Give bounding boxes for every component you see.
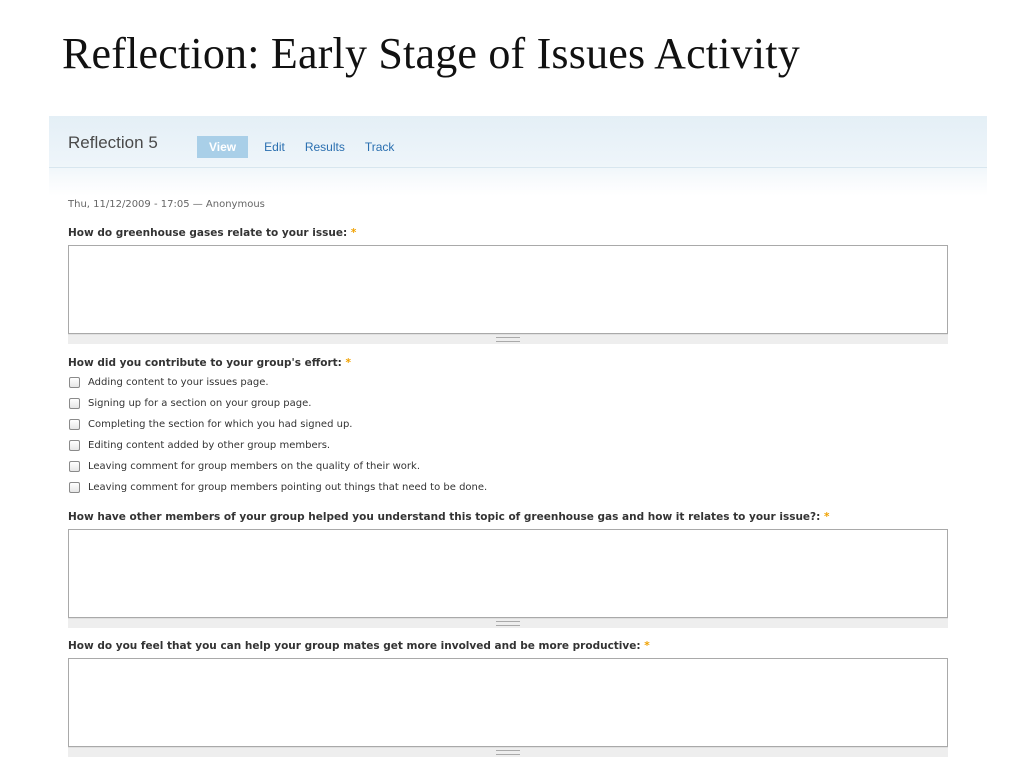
required-marker: * [345, 357, 351, 369]
grip-icon [496, 337, 520, 342]
checkbox[interactable] [69, 482, 80, 493]
question-1-textarea[interactable] [68, 245, 948, 334]
grip-icon [496, 750, 520, 755]
checkbox-option[interactable] [69, 482, 487, 493]
textarea-grip[interactable] [68, 334, 948, 344]
question-3-label [68, 511, 830, 523]
checkbox[interactable] [69, 398, 80, 409]
required-marker: * [644, 640, 650, 652]
tab-edit[interactable]: Edit [264, 140, 285, 154]
checkbox[interactable] [69, 377, 80, 388]
question-3-textarea[interactable] [68, 529, 948, 618]
question-4-textarea[interactable] [68, 658, 948, 747]
checkbox-option[interactable] [69, 440, 330, 451]
question-4-text: How do you feel that you can help your group mates get more involved and be more productive: [68, 640, 641, 652]
tab-track[interactable]: Track [364, 140, 395, 154]
question-4-field [68, 658, 948, 757]
node-title: Reflection 5 [68, 133, 158, 152]
submission-meta: Thu, 11/12/2009 - 17:05 — Anonymous [68, 199, 265, 210]
checkbox-option[interactable] [69, 398, 311, 409]
checkbox-label[interactable]: Leaving comment for group members pointing out things that need to be done. [88, 482, 488, 493]
tab-results[interactable]: Results [304, 140, 345, 154]
checkbox-option[interactable] [69, 419, 352, 430]
checkbox[interactable] [69, 419, 80, 430]
question-4-label [68, 640, 650, 652]
header-divider [49, 167, 987, 168]
tab-view[interactable]: View [197, 136, 248, 158]
checkbox[interactable] [69, 440, 80, 451]
question-3-text: How have other members of your group helped you understand this topic of greenhouse gas and how it relates to your issue?: [68, 511, 821, 523]
grip-icon [496, 621, 520, 626]
question-2-label [68, 357, 351, 369]
checkbox-label[interactable]: Editing content added by other group members. [88, 440, 331, 451]
question-1-field [68, 245, 948, 344]
checkbox-option[interactable] [69, 377, 269, 388]
checkbox-option[interactable] [69, 461, 420, 472]
required-marker: * [824, 511, 830, 523]
slide-title: Reflection: Early Stage of Issues Activity [62, 29, 800, 78]
tab-bar [197, 136, 404, 158]
checkbox-label[interactable]: Completing the section for which you had signed up. [88, 419, 353, 430]
checkbox-label[interactable]: Leaving comment for group members on the quality of their work. [88, 461, 420, 472]
question-1-label [68, 227, 356, 239]
checkbox[interactable] [69, 461, 80, 472]
textarea-grip[interactable] [68, 747, 948, 757]
question-2-text: How did you contribute to your group's effort: [68, 357, 342, 369]
required-marker: * [350, 227, 357, 239]
checkbox-label[interactable]: Signing up for a section on your group page. [88, 398, 312, 409]
question-1-text: How do greenhouse gases relate to your issue: [68, 227, 348, 239]
question-3-field [68, 529, 948, 628]
checkbox-label[interactable]: Adding content to your issues page. [88, 377, 269, 388]
textarea-grip[interactable] [68, 618, 948, 628]
reflection-form-screenshot [49, 116, 987, 768]
node-header [49, 116, 987, 196]
